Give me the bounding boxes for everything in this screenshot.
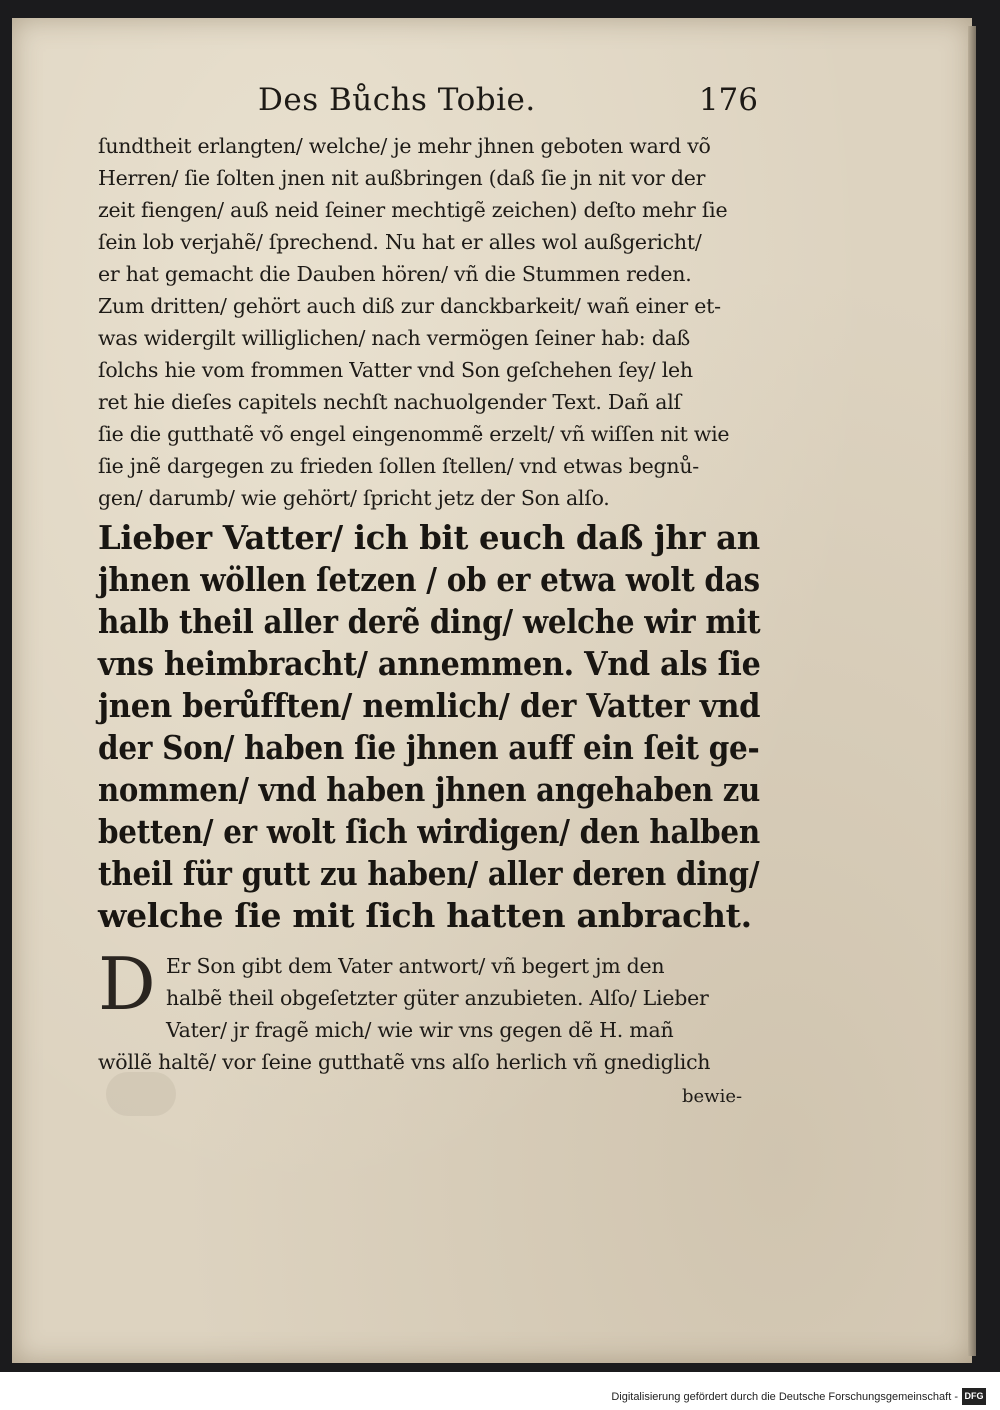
bible-text-line: halb theil aller derẽ ding/ welche wir mit	[98, 602, 761, 641]
commentary-line: Zum dritten/ gehört auch diß zur danckbarkeit/ wañ einer et-	[98, 294, 721, 318]
commentary-line: gen/ darumb/ wie gehört/ ſpricht jetz der Son alſo.	[98, 486, 610, 510]
bible-text-line: nommen/ vnd haben jhnen angehaben zu	[98, 770, 761, 809]
bible-text-line: Lieber Vatter/ ich bit euch daß jhr an	[98, 518, 760, 557]
commentary-line: ſie jnẽ dargegen zu frieden ſollen ſtellen/ vnd etwas begnů-	[98, 454, 699, 478]
commentary-line: halbẽ theil obgeſetzter güter anzubieten. Alſo/ Lieber	[166, 986, 709, 1010]
bleed-through-mark	[106, 1072, 176, 1116]
commentary-line: ſundtheit erlangten/ welche/ je mehr jhnen geboten ward võ	[98, 134, 711, 158]
commentary-line: ſolchs hie vom frommen Vatter vnd Son geſchehen ſey/ leh	[98, 358, 693, 382]
bible-text-line: der Son/ haben ſie jhnen auff ein ſeit ge-	[98, 728, 760, 767]
dfg-logo: DFG	[962, 1388, 986, 1405]
bible-text-line: jnen berůfften/ nemlich/ der Vatter vnd	[98, 686, 761, 725]
dfg-credit: Digitalisierung gefördert durch die Deutsche Forschungsgemeinschaft -	[611, 1391, 958, 1403]
commentary-line: ſein lob verjahẽ/ ſprechend. Nu hat er alles wol außgericht/	[98, 230, 702, 254]
bible-text-line: welche ſie mit ſich hatten anbracht.	[98, 896, 752, 935]
commentary-line: ſie die gutthatẽ võ engel eingenommẽ erzelt/ vñ wiſſen nit wie	[98, 422, 730, 446]
commentary-line: zeit fiengen/ auß neid ſeiner mechtigẽ zeichen) deſto mehr ſie	[98, 198, 728, 222]
page-edge	[968, 26, 976, 1356]
commentary-line: er hat gemacht die Dauben hören/ vñ die Stummen reden.	[98, 262, 692, 286]
commentary-line: Vater/ jr fragẽ mich/ wie wir vns gegen dẽ H. mañ	[166, 1018, 674, 1042]
commentary-line: Er Son gibt dem Vater antwort/ vñ begert jm den	[166, 954, 665, 978]
decorated-initial: D	[98, 942, 156, 1026]
bible-text-line: theil für gutt zu haben/ aller deren ding/	[98, 854, 760, 893]
bible-text-line: vns heimbracht/ annemmen. Vnd als ſie	[98, 644, 761, 683]
page-header	[258, 82, 758, 130]
commentary-line: ret hie dieſes capitels nechſt nachuolgender Text. Dañ alſ	[98, 390, 681, 414]
commentary-line: was widergilt williglichen/ nach vermögen ſeiner hab: daß	[98, 326, 690, 350]
running-title: Des Bůchs Tobie.	[258, 82, 536, 118]
commentary-line: Herren/ ſie ſolten jnen nit außbringen (daß ſie jn nit vor der	[98, 166, 706, 190]
page-number: 176	[698, 82, 758, 118]
bible-text-line: betten/ er wolt ſich wirdigen/ den halben	[98, 812, 760, 851]
bible-text-line: jhnen wöllen ſetzen / ob er etwa wolt das	[98, 560, 760, 599]
catchword: bewie-	[682, 1086, 743, 1107]
commentary-line: wöllẽ haltẽ/ vor ſeine gutthatẽ vns alſo herlich vñ gnediglich	[98, 1050, 711, 1074]
